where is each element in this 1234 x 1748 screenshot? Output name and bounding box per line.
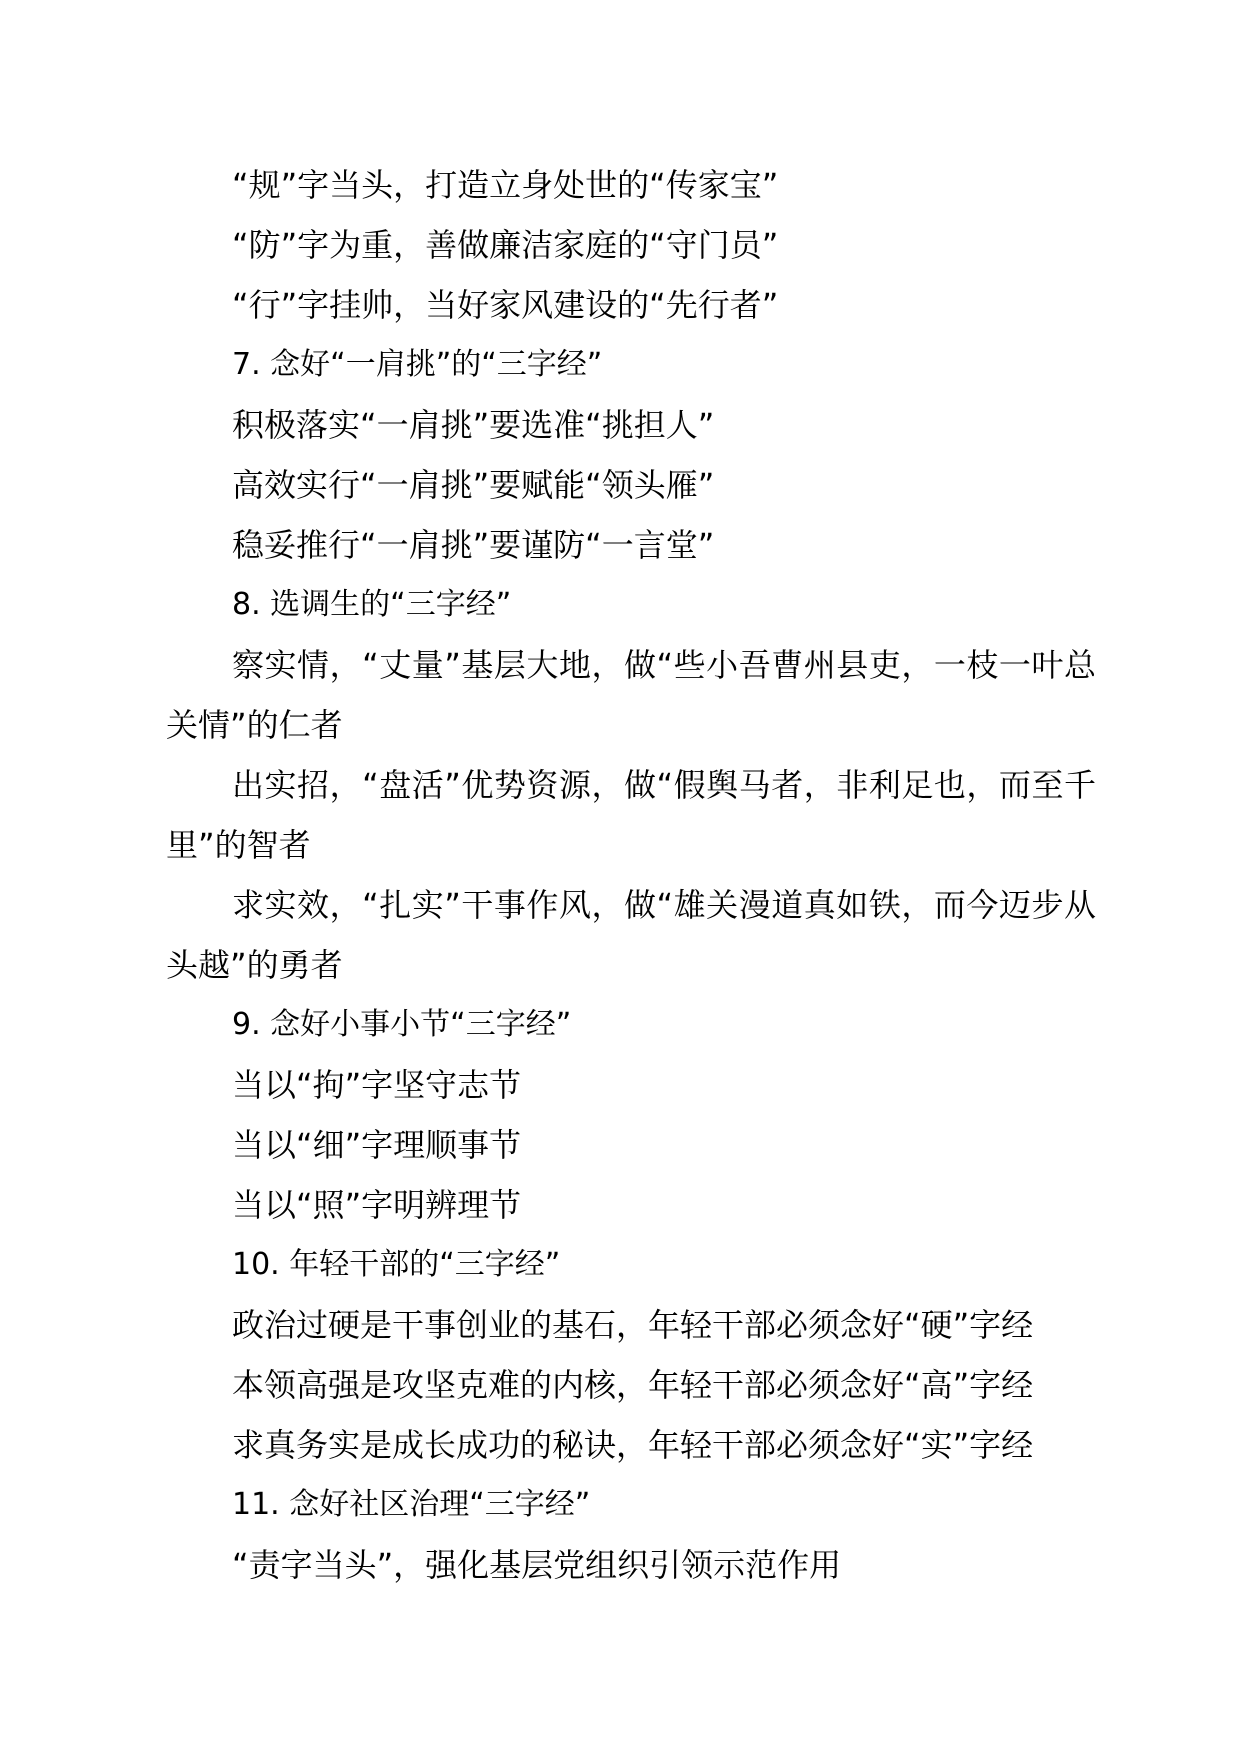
text-line: “行”字挂帅，当好家风建设的“先行者” — [232, 286, 779, 324]
text-line: 高效实行“一肩挑”要赋能“领头雁” — [232, 466, 715, 504]
text-line: “防”字为重，善做廉洁家庭的“守门员” — [232, 226, 779, 264]
text-line: “责字当头”，强化基层党组织引领示范作用 — [232, 1546, 842, 1584]
document-body — [166, 155, 1096, 1595]
section-heading: 9. 念好小事小节“三字经” — [232, 1007, 572, 1042]
section-heading: 10. 年轻干部的“三字经” — [232, 1247, 561, 1282]
section-heading: 8. 选调生的“三字经” — [232, 587, 512, 622]
text-line: 积极落实“一肩挑”要选准“挑担人” — [232, 406, 715, 444]
section-heading: 11. 念好社区治理“三字经” — [232, 1487, 591, 1522]
text-paragraph: 求实效，“扎实”干事作风，做“雄关漫道真如铁，而今迈步从头越”的勇者 — [166, 886, 1096, 984]
text-line: 稳妥推行“一肩挑”要谨防“一言堂” — [232, 526, 715, 564]
text-line: 当以“照”字明辨理节 — [232, 1186, 522, 1224]
text-paragraph: 察实情，“丈量”基层大地，做“些小吾曹州县吏，一枝一叶总关情”的仁者 — [166, 646, 1096, 744]
section-heading: 7. 念好“一肩挑”的“三字经” — [232, 347, 603, 382]
text-line: 当以“拘”字坚守志节 — [232, 1066, 522, 1104]
text-line: 当以“细”字理顺事节 — [232, 1126, 522, 1164]
text-line: 求真务实是成长成功的秘诀，年轻干部必须念好“实”字经 — [232, 1426, 1034, 1464]
text-line: 政治过硬是干事创业的基石，年轻干部必须念好“硬”字经 — [232, 1306, 1034, 1344]
text-line: 本领高强是攻坚克难的内核，年轻干部必须念好“高”字经 — [232, 1366, 1034, 1404]
text-paragraph: 出实招，“盘活”优势资源，做“假舆马者，非利足也，而至千里”的智者 — [166, 766, 1096, 864]
text-line: “规”字当头，打造立身处世的“传家宝” — [232, 166, 779, 204]
